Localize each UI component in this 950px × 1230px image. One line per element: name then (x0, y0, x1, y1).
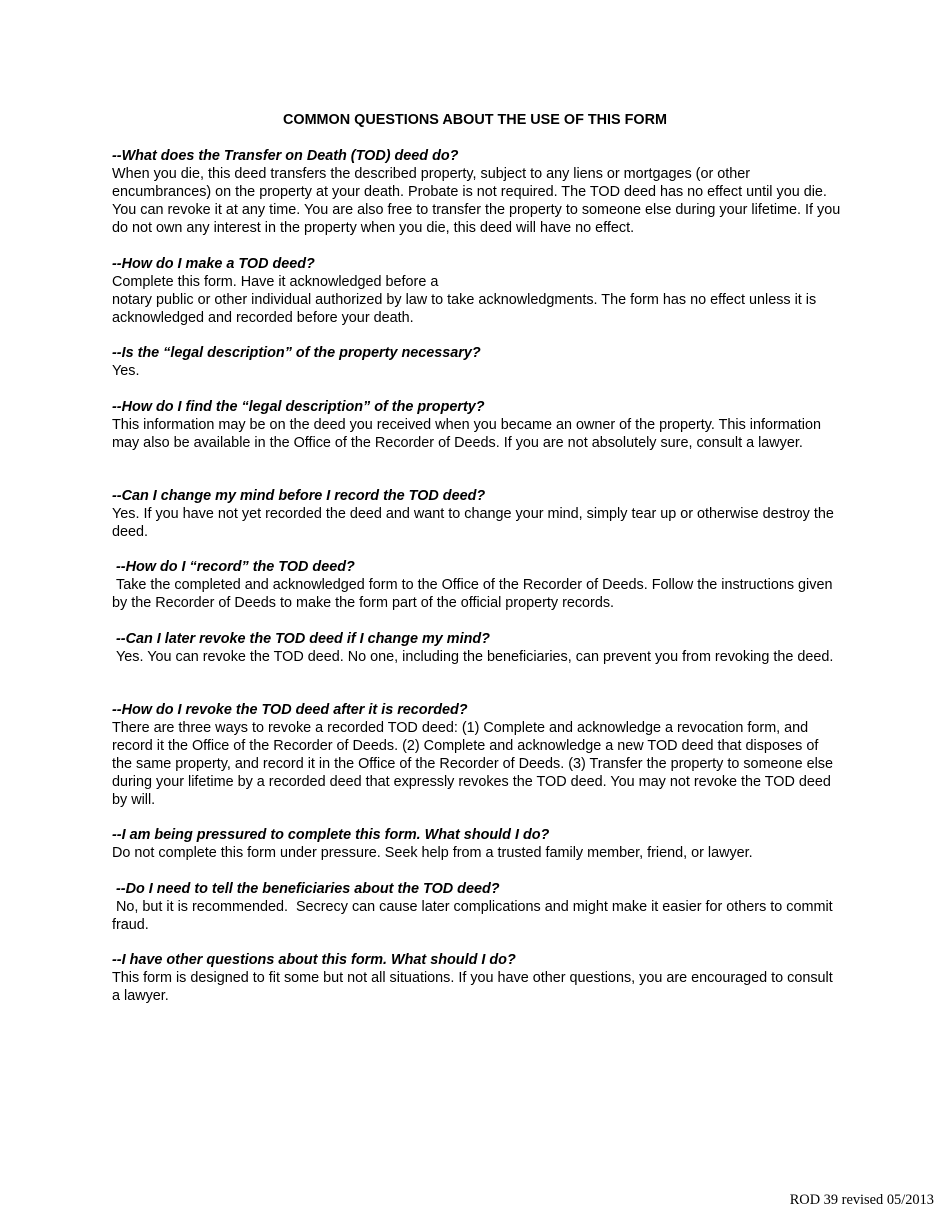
question-heading: --Is the “legal description” of the property necessary? (112, 345, 481, 361)
qa-section-tell-beneficiaries (112, 880, 842, 934)
qa-section-pressured (112, 826, 842, 862)
qa-section-what-does-tod-do (112, 147, 845, 237)
question-heading: --How do I make a TOD deed? (112, 256, 315, 272)
question-heading: --How do I “record” the TOD deed? (112, 559, 355, 575)
answer-text: Complete this form. Have it acknowledged before a notary public or other individual authorized by law to take acknowledgments. The form has no effect unless it is acknowledged and recorded before your death. (112, 274, 817, 326)
question-heading: --How do I find the “legal description” of the property? (112, 399, 485, 415)
answer-text: Do not complete this form under pressure. Seek help from a trusted family member, friend, or lawyer. (112, 845, 753, 861)
answer-text: This form is designed to fit some but not all situations. If you have other questions, you are encouraged to consult a lawyer. (112, 970, 837, 1004)
page-title: COMMON QUESTIONS ABOUT THE USE OF THIS FORM (282, 112, 667, 128)
qa-section-change-mind-before-record (112, 487, 842, 541)
answer-text: Yes. If you have not yet recorded the deed and want to change your mind, simply tear up or otherwise destroy the deed. (112, 506, 838, 540)
question-heading: --Can I later revoke the TOD deed if I change my mind? (112, 631, 490, 647)
answer-text: There are three ways to revoke a recorded TOD deed: (1) Complete and acknowledge a revocation form, and record it the Office of the Recorder of Deeds. (2) Complete and acknowledge a new TOD deed that disposes of the same property, and record it in the Office of the Recorder of Deeds. (3) Transfer the property to someone else during your lifetime by a recorded deed that expressly revokes the TOD deed. You may not revoke the TOD deed by will. (112, 720, 837, 808)
question-heading: --How do I revoke the TOD deed after it is recorded? (112, 702, 468, 718)
qa-section-later-revoke (112, 630, 842, 666)
answer-text: Take the completed and acknowledged form to the Office of the Recorder of Deeds. Follow the instructions given by the Recorder of Deeds to make the form part of the official property records. (112, 577, 837, 611)
question-heading: --What does the Transfer on Death (TOD) deed do? (112, 148, 459, 164)
question-heading: --I have other questions about this form. What should I do? (112, 952, 516, 968)
answer-text: Yes. (112, 363, 140, 379)
qa-section-how-to-make (112, 255, 842, 327)
qa-section-find-legal-description (112, 398, 842, 452)
qa-section-how-to-record (112, 558, 842, 612)
form-revision-footer: ROD 39 revised 05/2013 (789, 1192, 934, 1208)
question-heading: --Can I change my mind before I record the TOD deed? (112, 488, 486, 504)
qa-section-how-to-revoke (112, 701, 842, 809)
answer-text: When you die, this deed transfers the described property, subject to any liens or mortgages (or other encumbrances) on the property at your death. Probate is not required. The TOD deed has no effect until you die. You can revoke it at any time. You are also free to transfer the property to someone else during your lifetime. If you do not own any interest in the property when you die, this deed will have no effect. (112, 166, 845, 236)
answer-text: This information may be on the deed you received when you became an owner of the property. This information may also be available in the Office of the Recorder of Deeds. If you are not absolutely sure, consult a lawyer. (112, 417, 825, 451)
question-heading: --Do I need to tell the beneficiaries about the TOD deed? (112, 881, 500, 897)
answer-text: Yes. You can revoke the TOD deed. No one, including the beneficiaries, can prevent you from revoking the deed. (112, 649, 834, 665)
answer-text: No, but it is recommended. Secrecy can cause later complications and might make it easier for others to commit fraud. (112, 899, 837, 933)
qa-section-other-questions (112, 951, 842, 1005)
qa-section-legal-description-necessary (112, 344, 842, 380)
question-heading: --I am being pressured to complete this form. What should I do? (112, 827, 550, 843)
